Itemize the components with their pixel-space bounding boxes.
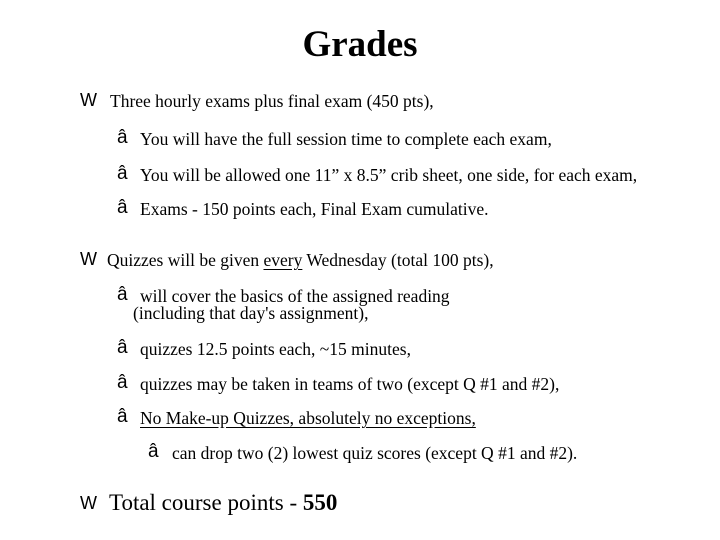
bullet-sub-sub-icon: â xyxy=(148,441,159,462)
exams-item: Three hourly exams plus final exam (450 pts), xyxy=(110,91,434,111)
quiz-teams-item: quizzes may be taken in teams of two (except Q #1 and #2), xyxy=(140,374,560,394)
quizzes-text-pre: Quizzes will be given xyxy=(107,250,264,270)
exams-points-item: Exams - 150 points each, Final Exam cumulative. xyxy=(140,199,489,219)
quizzes-item xyxy=(107,249,494,271)
total-points-value: 550 xyxy=(302,490,338,515)
bullet-sub-icon: â xyxy=(117,163,128,184)
quiz-cover-item-line1: will cover the basics of the assigned reading xyxy=(140,286,450,306)
bullet-sub-icon: â xyxy=(117,197,128,218)
bullet-sub-icon: â xyxy=(117,127,128,148)
quiz-points-item: quizzes 12.5 points each, ~15 minutes, xyxy=(140,339,411,359)
total-points-label: Total course points - xyxy=(109,490,303,515)
bullet-sub-icon: â xyxy=(117,284,128,305)
bullet-w-icon: W xyxy=(80,249,97,269)
exams-full-session-item: You will have the full session time to complete each exam, xyxy=(140,129,552,149)
total-points-item xyxy=(109,488,337,518)
exams-crib-sheet-item: You will be allowed one 11” x 8.5” crib sheet, one side, for each exam, xyxy=(140,165,638,185)
bullet-sub-icon: â xyxy=(117,337,128,358)
quizzes-text-post: Wednesday (total 100 pts), xyxy=(302,250,494,270)
quiz-drop-item: can drop two (2) lowest quiz scores (except Q #1 and #2). xyxy=(172,443,578,463)
bullet-sub-icon: â xyxy=(117,406,128,427)
slide-title: Grades xyxy=(302,24,418,65)
quizzes-emphasis: every xyxy=(263,250,303,270)
quiz-cover-item-line2: (including that day's assignment), xyxy=(133,303,369,323)
bullet-sub-icon: â xyxy=(117,372,128,393)
bullet-w-icon: W xyxy=(80,493,97,513)
quiz-no-makeup-item: No Make-up Quizzes, absolutely no exceptions, xyxy=(140,408,476,428)
bullet-w-icon: W xyxy=(80,90,97,110)
